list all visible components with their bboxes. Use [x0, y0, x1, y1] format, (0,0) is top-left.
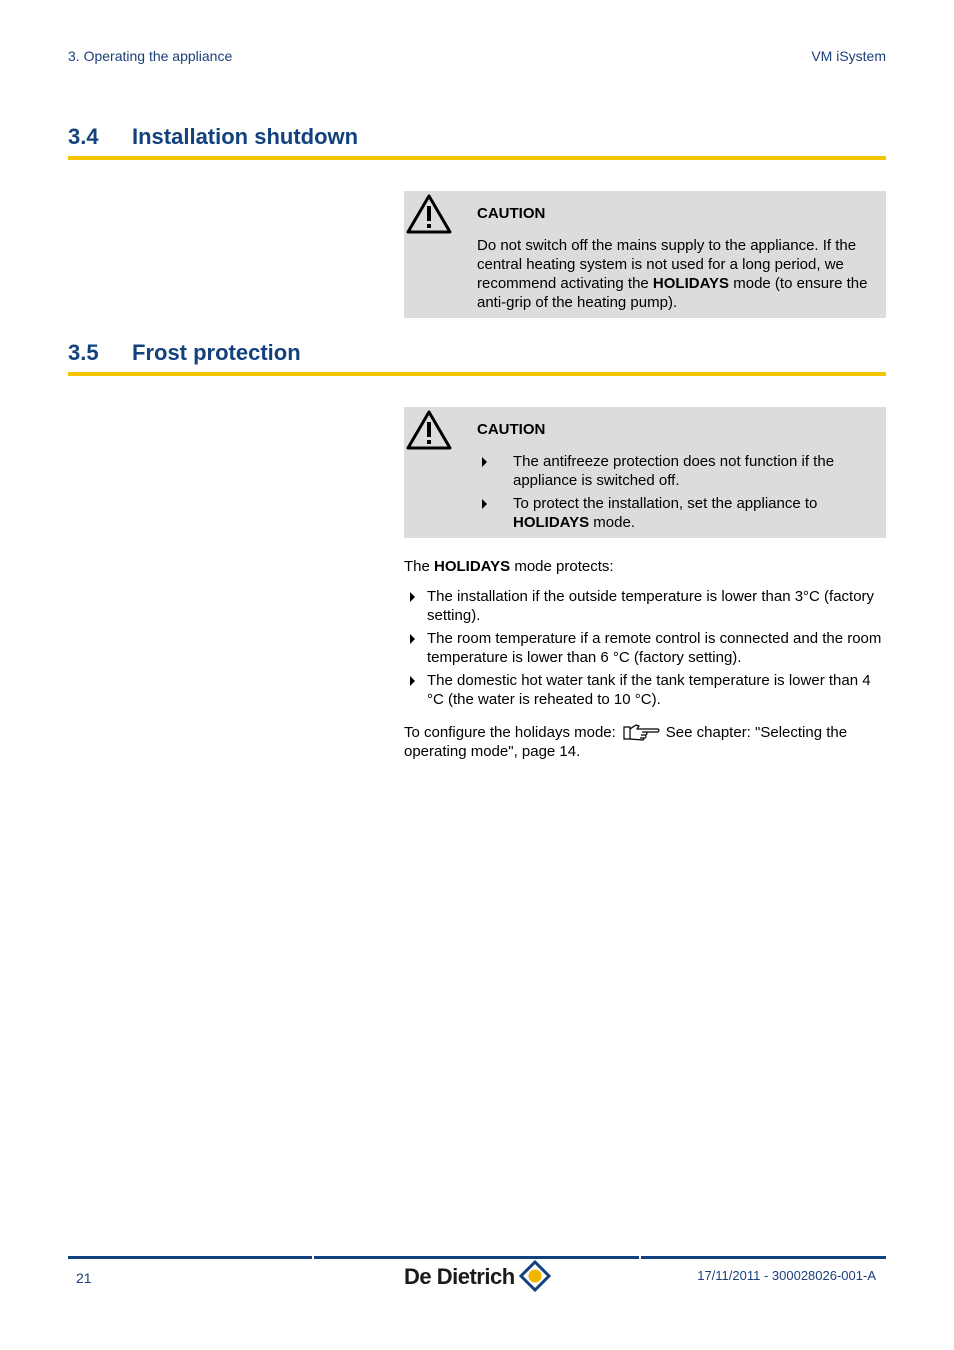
list-item-text: The installation if the outside temperature is lower than 3°C (factory setting).: [427, 588, 875, 624]
config-reference: [404, 723, 888, 761]
caution-text: [477, 236, 883, 312]
intro-bold: HOLIDAYS: [434, 558, 511, 575]
caution-text-part: Do not switch off the mains supply to the appliance. If the central heating system is not used for a long period, we recommend activating the: [477, 237, 857, 292]
list-item-text: The domestic hot water tank if the tank temperature is lower than 4 °C (the water is reheated to 10 °C).: [427, 672, 871, 708]
list-item-text: The antifreeze protection does not function if the appliance is switched off.: [513, 453, 835, 489]
running-header-product: VM iSystem: [811, 48, 886, 64]
bullet-arrow-icon: [410, 592, 415, 602]
warning-triangle-icon: [406, 409, 452, 451]
section-heading-3-5: [68, 340, 886, 376]
section-title: Installation shutdown: [132, 124, 359, 149]
caution-text-bold: HOLIDAYS: [652, 275, 730, 292]
pointing-hand-icon: [622, 723, 662, 741]
holidays-intro: [404, 557, 888, 576]
protection-list-wrap: [404, 587, 888, 713]
brand-name: De Dietrich: [404, 1264, 515, 1289]
bullet-arrow-icon: [482, 499, 487, 509]
list-item-bold: HOLIDAYS: [513, 514, 590, 531]
bullet-arrow-icon: [410, 676, 415, 686]
section-number: 3.5: [68, 340, 99, 365]
bullet-arrow-icon: [482, 457, 487, 467]
caution-box-shutdown: [404, 191, 886, 318]
warning-triangle-icon: [406, 193, 452, 235]
document-reference: 17/11/2011 - 300028026-001-A: [697, 1268, 876, 1283]
list-item-text: The room temperature if a remote control is connected and the room temperature is lower than 6 °C (factory setting).: [427, 630, 882, 666]
chapter-link[interactable]: See chapter: "Selecting the operating mode", page 14.: [404, 724, 848, 760]
footer-rule: [68, 1256, 886, 1259]
section-number: 3.4: [68, 124, 99, 149]
section-title: Frost protection: [132, 340, 301, 365]
config-text: To configure the holidays mode:: [404, 724, 616, 741]
bullet-arrow-icon: [410, 634, 415, 644]
list-item: [477, 494, 883, 532]
list-item-text: To protect the installation, set the appliance to: [513, 495, 818, 512]
list-item: [404, 587, 888, 625]
brand-diamond-icon: [519, 1260, 551, 1292]
footer-rule-gap: [639, 1256, 641, 1259]
list-item: [404, 629, 888, 667]
caution-text-part: mode (to ensure the anti-grip of the heating pump).: [477, 275, 868, 311]
running-header-section: 3. Operating the appliance: [68, 48, 233, 64]
intro-text: The: [404, 558, 435, 575]
list-item: [404, 671, 888, 709]
caution-list-wrap: [477, 452, 883, 536]
section-heading-3-4: [68, 124, 886, 160]
protection-list: [404, 587, 888, 709]
caution-label: CAUTION: [477, 205, 546, 222]
list-item: [477, 452, 883, 490]
caution-list: [477, 452, 883, 532]
list-item-text: mode.: [589, 514, 635, 531]
page-number: 21: [76, 1270, 92, 1286]
intro-text: mode protects:: [510, 558, 614, 575]
caution-label: CAUTION: [477, 421, 546, 438]
caution-box-frost: [404, 407, 886, 538]
footer-rule-gap: [312, 1256, 314, 1259]
